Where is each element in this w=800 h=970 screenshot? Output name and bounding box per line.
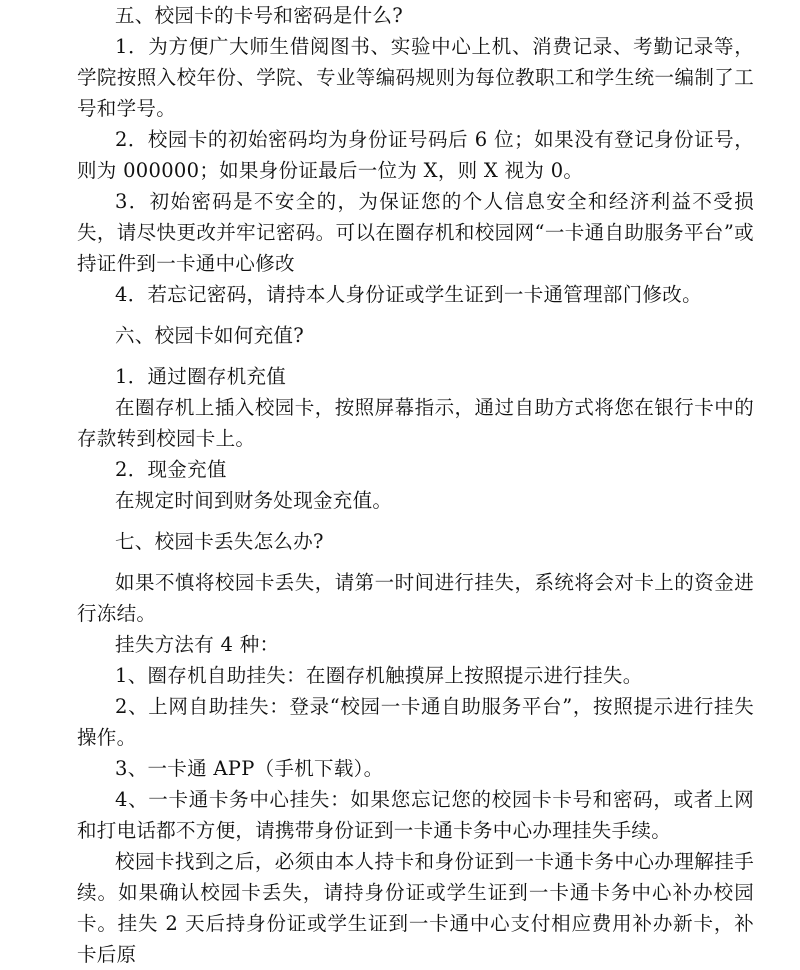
paragraph-method-app: 3、一卡通 APP（手机下载）。 bbox=[115, 757, 384, 780]
paragraph-method-online: 2、上网自助挂失：登录“校园一卡通自助服务平台”，按照提示进行挂失操作。 bbox=[77, 695, 754, 749]
paragraph-id-numbering: 1．为方便广大师生借阅图书、实验中心上机、消费记录、考勤记录等，学院按照入校年份、学院、专业等编码规则为每位教职工和学生统一编制了工号和学号。 bbox=[77, 35, 754, 120]
paragraph-change-password: 3．初始密码是不安全的，为保证您的个人信息安全和经济利益不受损失，请尽快更改并牢记密码。可以在圈存机和校园网“一卡通自助服务平台”或持证件到一卡通中心修改 bbox=[77, 190, 754, 275]
paragraph-found-card: 校园卡找到之后，必须由本人持卡和身份证到一卡通卡务中心办理解挂手续。如果确认校园卡丢失，请持身份证或学生证到一卡通卡务中心补办校园卡。挂失 2 天后持身份证或学生证到一卡通中心支付相应费用补办新卡，补卡后原 bbox=[77, 850, 754, 966]
paragraph-initial-password: 2．校园卡的初始密码均为身份证号码后 6 位；如果没有登记身份证号，则为 000000；如果身份证最后一位为 X，则 X 视为 0。 bbox=[77, 128, 754, 182]
paragraph-recharge-kiosk-desc: 在圈存机上插入校园卡，按照屏幕指示，通过自助方式将您在银行卡中的存款转到校园卡上。 bbox=[77, 396, 754, 450]
paragraph-lost-card-intro: 如果不慎将校园卡丢失，请第一时间进行挂失，系统将会对卡上的资金进行冻结。 bbox=[77, 571, 754, 625]
paragraph-recharge-kiosk-title: 1．通过圈存机充值 bbox=[115, 365, 287, 388]
section-heading-lost-card: 七、校园卡丢失怎么办? bbox=[115, 530, 324, 553]
section-heading-card-number-password: 五、校园卡的卡号和密码是什么? bbox=[115, 4, 403, 27]
paragraph-recharge-cash-desc: 在规定时间到财务处现金充值。 bbox=[115, 489, 393, 512]
paragraph-method-kiosk: 1、圈存机自助挂失：在圈存机触摸屏上按照提示进行挂失。 bbox=[115, 664, 643, 687]
paragraph-recharge-cash-title: 2．现金充值 bbox=[115, 458, 227, 481]
paragraph-forgot-password: 4．若忘记密码，请持本人身份证或学生证到一卡通管理部门修改。 bbox=[115, 283, 702, 306]
paragraph-report-methods: 挂失方法有 4 种： bbox=[115, 633, 280, 656]
section-heading-recharge: 六、校园卡如何充值? bbox=[115, 324, 304, 347]
paragraph-method-service-center: 4、一卡通卡务中心挂失：如果您忘记您的校园卡卡号和密码，或者上网和打电话都不方便，请携带身份证到一卡通卡务中心办理挂失手续。 bbox=[77, 788, 754, 842]
